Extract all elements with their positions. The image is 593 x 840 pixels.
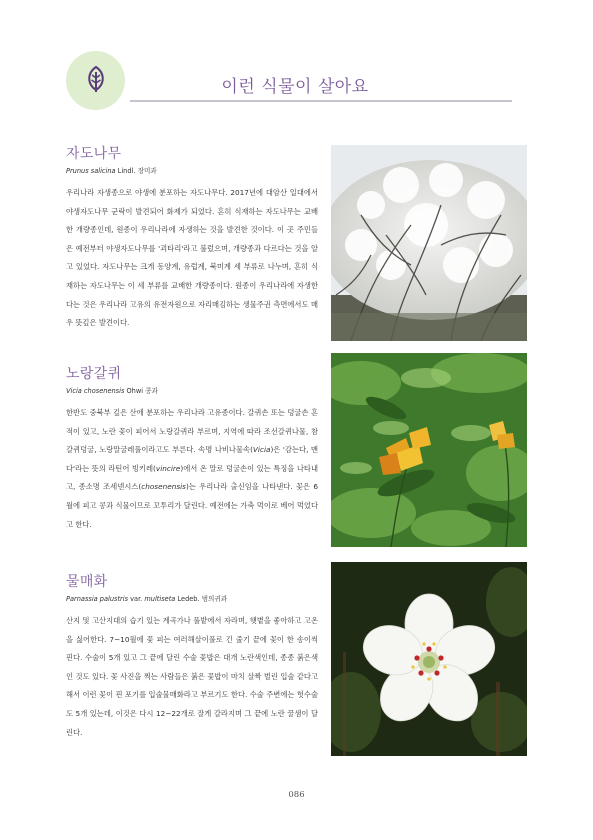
plant-section-mulmaehwa xyxy=(66,571,318,742)
header-icon-circle xyxy=(66,51,125,110)
plant-title: 물매화 xyxy=(66,574,108,590)
plant-title: 노랑갈퀴 xyxy=(66,366,122,382)
scientific-name: Parnassia palustris var. multiseta Ledeb. 범의귀과 xyxy=(66,595,228,603)
plant-description: 한반도 중북부 깊은 산에 분포하는 우리나라 고유종이다. 갈퀴손 또는 덩굴손 흔적이 있고, 노란 꽃이 피어서 노랑갈퀴라 부르며, 지역에 따라 조선갈퀴나물, 참갈퀴덩굴, 노랑말굴레풀이라고도 부른다. 속명 나비나물속(Vicia)은 '감는다, 맨다'라는 뜻의 라틴어 빙키레(vincire)에서 온 말로 덩굴손이 있는 특징을 나타내고, 종소명 조세넨시스(chosenensis)는 우리나라 출신임을 나타낸다. 꽃은 6월에 피고 콩과 식물이므로 꼬투리가 달린다. 예전에는 가축 먹이로 베어 먹었다고 한다. xyxy=(66,408,318,529)
plant-section-noranggalkwi xyxy=(66,363,318,534)
plum-tree-photo xyxy=(331,145,527,341)
title-divider xyxy=(130,100,512,102)
page-number: 086 xyxy=(288,790,305,800)
plant-title: 자도나무 xyxy=(66,146,122,162)
yellow-vetch-photo xyxy=(331,353,527,547)
scientific-name: Prunus salicina Lindl. 장미과 xyxy=(66,167,157,175)
page-title: 이런 식물이 살아요 xyxy=(221,77,369,97)
scientific-name: Vicia chosenensis Ohwi 콩과 xyxy=(66,387,158,395)
plant-description: 우리나라 자생종으로 야생에 분포하는 자도나무다. 2017년에 대암산 일대에서 야생자도나무 군락이 발견되어 화제가 되었다. 흔히 식재하는 자도나무는 교배한 개량종인데, 원종이 우리나라에 자생하는 것을 발견한 것이다. 이 곳 주민들은 예전부터 야생자도나무를 '괴타리'라고 불렀으며, 개량종과 다르다는 것을 알고 있었다. 자도나무는 크게 동양계, 유럽계, 북미계 세 부류로 나누며, 흔히 식재하는 자도나무는 이 세 부류를 교배한 개량종이다. 원종이 우리나라에 자생한다는 것은 우리나라 고유의 유전자원으로 자리매김하는 생물주권 측면에서도 매우 뜻깊은 발견이다. xyxy=(66,188,318,328)
grass-of-parnassus-photo xyxy=(331,562,527,756)
leaf-icon xyxy=(81,64,111,98)
plant-section-jadonamu xyxy=(66,143,318,333)
plant-description: 산지 및 고산지대의 습기 있는 계곡가나 풀밭에서 자라며, 햇볕을 좋아하고 고온을 싫어한다. 7~10월에 꽃 피는 여러해살이풀로 긴 줄기 끝에 꽃이 한 송이씩 핀다. 수술이 5개 있고 그 끝에 달린 수술 꽃밥은 대개 노란색인데, 종종 붉은색인 것도 있다. 꽃 사진을 찍는 사람들은 붉은 꽃밥이 마치 살짝 벌린 입술 같다고 해서 이런 꽃이 핀 포기를 입술물매화라고 부르기도 한다. 수술 주변에는 헛수술도 5개 있는데, 이것은 다시 12~22개로 잘게 갈라지며 그 끝에 노란 꿀샘이 달린다. xyxy=(66,616,318,737)
